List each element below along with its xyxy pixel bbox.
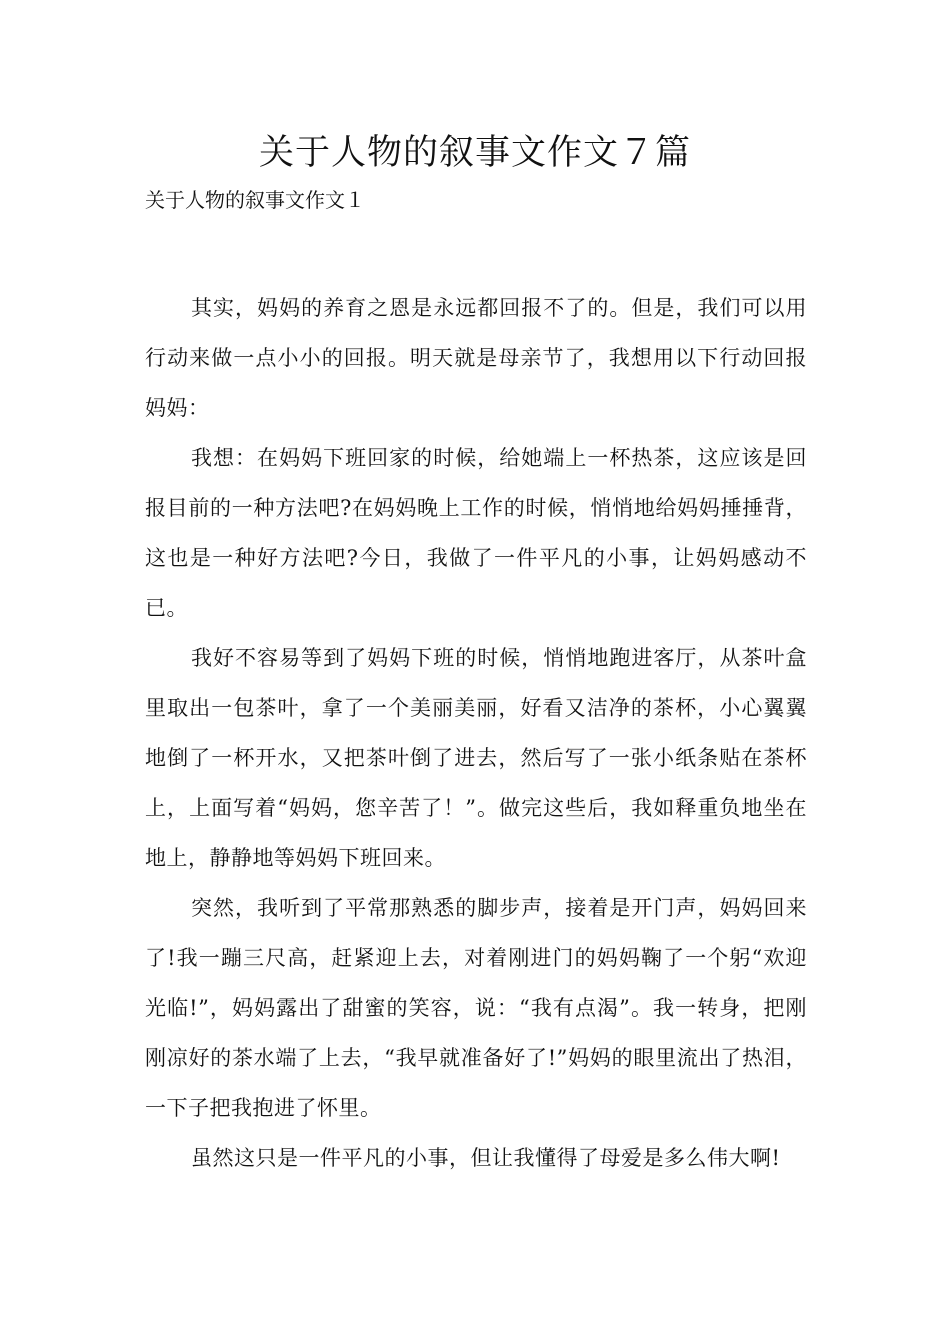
section-heading: 关于人物的叙事文作文１	[145, 188, 365, 212]
paragraph: 其实，妈妈的养育之恩是永远都回报不了的。但是，我们可以用行动来做一点小小的回报。明天就是母亲节了，我想用以下行动回报妈妈：	[145, 296, 807, 420]
paragraph: 我想：在妈妈下班回家的时候，给她端上一杯热茶，这应该是回报目前的一种方法吧?在妈妈晚上工作的时候，悄悄地给妈妈捶捶背，这也是一种好方法吧?今日，我做了一件平凡的小事，让妈妈感动不已。	[145, 446, 807, 620]
paragraph: 我好不容易等到了妈妈下班的时候，悄悄地跑进客厅，从茶叶盒里取出一包茶叶，拿了一个美丽美丽，好看又洁净的茶杯，小心翼翼地倒了一杯开水，又把茶叶倒了进去，然后写了一张小纸条贴在茶杯上，上面写着“妈妈，您辛苦了！”。做完这些后，我如释重负地坐在地上，静静地等妈妈下班回来。	[145, 646, 807, 870]
paragraph: 虽然这只是一件平凡的小事，但让我懂得了母爱是多么伟大啊!	[191, 1146, 781, 1170]
document-body	[145, 283, 807, 1183]
document-title: 关于人物的叙事文作文７篇	[258, 133, 691, 173]
paragraph: 突然，我听到了平常那熟悉的脚步声，接着是开门声，妈妈回来了!我一蹦三尺高，赶紧迎上去，对着刚进门的妈妈鞠了一个躬“欢迎光临!”，妈妈露出了甜蜜的笑容，说：“我有点渴”。我一转身，把刚刚凉好的茶水端了上去，“我早就准备好了!”妈妈的眼里流出了热泪，一下子把我抱进了怀里。	[145, 896, 807, 1120]
